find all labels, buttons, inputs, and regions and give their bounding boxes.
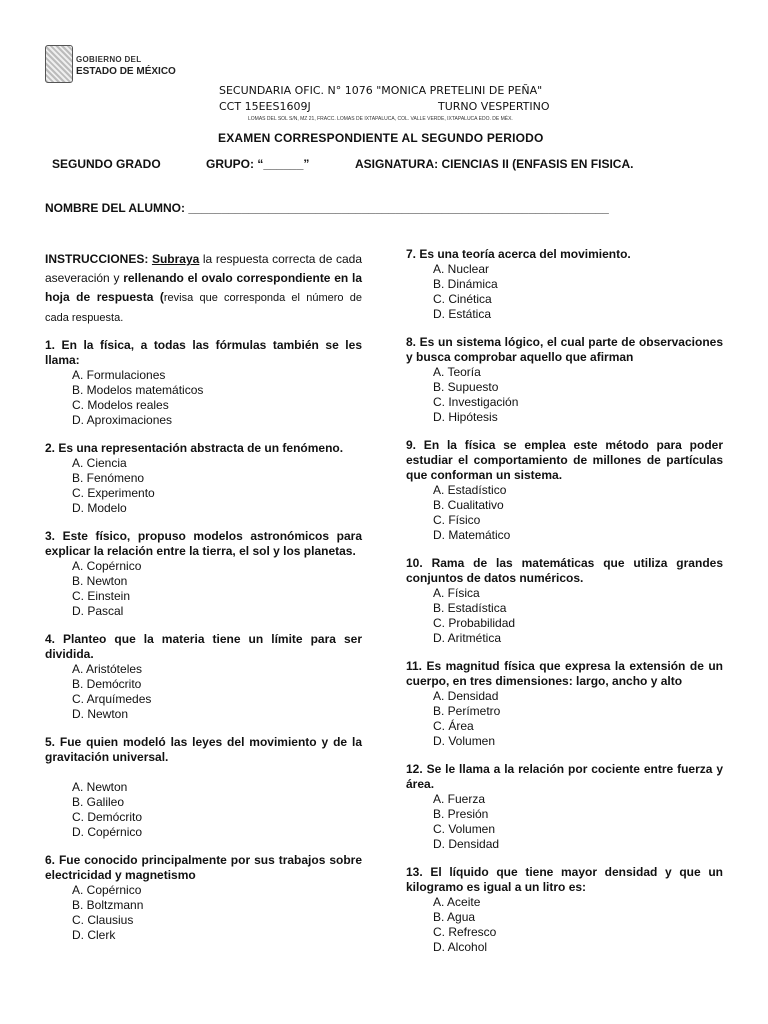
question-item: [406, 865, 723, 955]
answer-option[interactable]: B. Agua: [433, 910, 476, 924]
answer-option[interactable]: C. Clausius: [72, 913, 134, 927]
left-column: [45, 250, 362, 956]
answer-option[interactable]: C. Experimento: [72, 486, 155, 500]
instructions-bold: rellenando el ovalo correspondiente en la hoja de respuesta (: [45, 271, 362, 304]
answer-option[interactable]: B. Demócrito: [72, 677, 142, 691]
answer-option[interactable]: A. Ciencia: [72, 456, 127, 470]
question-text: 8. Es un sistema lógico, el cual parte de observaciones y busca comprobar aquello que afirman: [406, 335, 723, 364]
answer-option[interactable]: B. Estadística: [433, 601, 507, 615]
answer-option[interactable]: D. Volumen: [433, 734, 496, 748]
answer-option[interactable]: A. Newton: [72, 780, 128, 794]
answer-option[interactable]: C. Arquímedes: [72, 692, 152, 706]
answer-options: [433, 262, 723, 322]
question-item: [45, 735, 362, 840]
answer-option[interactable]: D. Newton: [72, 707, 129, 721]
school-address: LOMAS DEL SOL S/N, MZ 21, FRACC. LOMAS DE IXTAPALUCA, COL. VALLE VERDE, IXTAPALUCA EDO. DE MÉX.: [248, 116, 513, 122]
question-item: [406, 762, 723, 852]
answer-option[interactable]: C. Área: [433, 719, 474, 733]
answer-option[interactable]: A. Teoría: [433, 365, 481, 379]
answer-option[interactable]: C. Einstein: [72, 589, 131, 603]
question-text: 7. Es una teoría acerca del movimiento.: [406, 247, 631, 261]
question-item: [45, 853, 362, 943]
answer-option[interactable]: C. Probabilidad: [433, 616, 516, 630]
instructions-label: INSTRUCCIONES:: [45, 252, 149, 266]
answer-option[interactable]: B. Boltzmann: [72, 898, 144, 912]
question-item: [45, 632, 362, 722]
answer-option[interactable]: D. Matemático: [433, 528, 511, 542]
answer-option[interactable]: D. Pascal: [72, 604, 124, 618]
answer-option[interactable]: A. Formulaciones: [72, 368, 166, 382]
question-text: 2. Es una representación abstracta de un fenómeno.: [45, 441, 344, 455]
question-item: [406, 556, 723, 646]
answer-option[interactable]: B. Modelos matemáticos: [72, 383, 204, 397]
answer-option[interactable]: C. Demócrito: [72, 810, 143, 824]
questions-left: [45, 338, 362, 943]
question-text: 6. Fue conocido principalmente por sus trabajos sobre electricidad y magnetismo: [45, 853, 362, 882]
answer-option[interactable]: B. Perímetro: [433, 704, 501, 718]
question-item: [45, 338, 362, 428]
question-text: 10. Rama de las matemáticas que utiliza grandes conjuntos de datos numéricos.: [406, 556, 723, 585]
answer-option[interactable]: B. Fenómeno: [72, 471, 145, 485]
answer-option[interactable]: D. Estática: [433, 307, 492, 321]
question-item: [406, 659, 723, 749]
question-text: 4. Planteo que la materia tiene un límite para ser dividida.: [45, 632, 362, 661]
logo-line1: GOBIERNO DEL: [76, 55, 142, 64]
question-text: 9. En la física se emplea este método para poder estudiar el comportamiento de millones de partículas que conforman un sistema.: [406, 438, 723, 482]
answer-option[interactable]: B. Dinámica: [433, 277, 498, 291]
instructions-underline: Subraya: [151, 252, 200, 266]
answer-option[interactable]: A. Aristóteles: [72, 662, 143, 676]
right-column: [406, 247, 723, 968]
answer-option[interactable]: C. Investigación: [433, 395, 519, 409]
answer-option[interactable]: D. Alcohol: [433, 940, 488, 954]
answer-option[interactable]: D. Aritmética: [433, 631, 502, 645]
government-logo: [45, 45, 185, 83]
instructions-text3: revisa que corresponda el número de cada respuesta.: [45, 292, 362, 324]
question-text: 5. Fue quien modeló las leyes del movimiento y de la gravitación universal.: [45, 735, 362, 764]
school-name: SECUNDARIA OFIC. N° 1076 "MONICA PRETELINI DE PEÑA": [219, 84, 543, 97]
question-text: 13. El líquido que tiene mayor densidad y que un kilogramo es igual a un litro es:: [406, 865, 723, 894]
question-text: 12. Se le llama a la relación por cociente entre fuerza y área.: [406, 762, 723, 791]
answer-options: [72, 456, 362, 516]
answer-option[interactable]: A. Nuclear: [433, 262, 490, 276]
school-turno: TURNO VESPERTINO: [438, 100, 550, 113]
answer-options: [72, 662, 362, 722]
answer-option[interactable]: D. Clerk: [72, 928, 116, 942]
answer-option[interactable]: D. Aproximaciones: [72, 413, 173, 427]
exam-title: EXAMEN CORRESPONDIENTE AL SEGUNDO PERIODO: [218, 131, 544, 145]
answer-option[interactable]: D. Hipótesis: [433, 410, 498, 424]
answer-option[interactable]: B. Cualitativo: [433, 498, 504, 512]
answer-option[interactable]: A. Copérnico: [72, 559, 142, 573]
answer-options: [433, 483, 723, 543]
answer-option[interactable]: C. Volumen: [433, 822, 496, 836]
student-name-field: NOMBRE DEL ALUMNO: _______________________________________________________________: [45, 201, 609, 215]
answer-option[interactable]: A. Aceite: [433, 895, 481, 909]
question-text: 3. Este físico, propuso modelos astronómicos para explicar la relación entre la tierra, el sol y los planetas.: [45, 529, 362, 558]
group-label: GRUPO: “______”: [206, 157, 310, 171]
subject-label: ASIGNATURA: CIENCIAS II (ENFASIS EN FISICA.: [355, 157, 634, 171]
answer-option[interactable]: A. Física: [433, 586, 480, 600]
answer-options: [72, 780, 362, 840]
answer-option[interactable]: C. Físico: [433, 513, 481, 527]
question-item: [406, 438, 723, 543]
answer-options: [433, 586, 723, 646]
answer-options: [72, 368, 362, 428]
answer-option[interactable]: A. Fuerza: [433, 792, 486, 806]
logo-line2: ESTADO DE MÉXICO: [76, 66, 176, 77]
answer-option[interactable]: A. Densidad: [433, 689, 499, 703]
question-item: [406, 247, 723, 322]
question-item: [406, 335, 723, 425]
answer-option[interactable]: C. Modelos reales: [72, 398, 169, 412]
question-text: 11. Es magnitud física que expresa la extensión de un cuerpo, en tres dimensiones: largo, ancho y alto: [406, 659, 723, 688]
answer-option[interactable]: B. Presión: [433, 807, 489, 821]
answer-option[interactable]: B. Newton: [72, 574, 128, 588]
answer-option[interactable]: C. Refresco: [433, 925, 497, 939]
coat-of-arms-icon: [45, 45, 73, 83]
answer-option[interactable]: D. Modelo: [72, 501, 127, 515]
answer-options: [433, 689, 723, 749]
answer-options: [72, 883, 362, 943]
answer-options: [72, 559, 362, 619]
answer-option[interactable]: A. Estadístico: [433, 483, 507, 497]
answer-options: [433, 792, 723, 852]
question-item: [45, 529, 362, 619]
instructions: [45, 250, 362, 328]
answer-option[interactable]: D. Copérnico: [72, 825, 143, 839]
instructions-text1: la respuesta correcta de cada aseveración y: [45, 252, 362, 285]
school-cct: CCT 15EES1609J: [219, 100, 311, 113]
answer-option[interactable]: B. Galileo: [72, 795, 125, 809]
grade-label: SEGUNDO GRADO: [52, 157, 161, 171]
answer-option[interactable]: D. Densidad: [433, 837, 500, 851]
question-item: [45, 441, 362, 516]
questions-right: [406, 247, 723, 955]
answer-options: [433, 895, 723, 955]
answer-options: [433, 365, 723, 425]
answer-option[interactable]: B. Supuesto: [433, 380, 499, 394]
answer-option[interactable]: A. Copérnico: [72, 883, 142, 897]
question-text: 1. En la física, a todas las fórmulas también se les llama:: [45, 338, 362, 367]
answer-option[interactable]: C. Cinética: [433, 292, 492, 306]
